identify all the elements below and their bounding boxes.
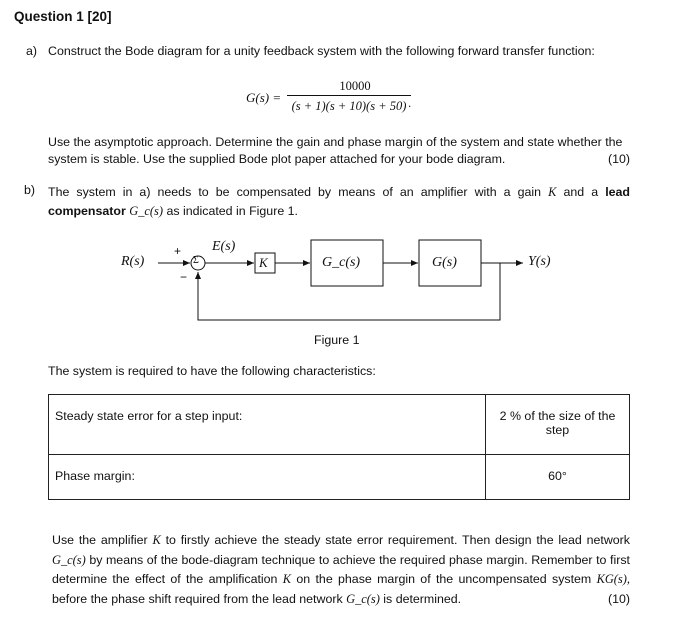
part-b-intro-mid: and a [563, 185, 599, 199]
final-text-2: to firstly achieve the steady state error requirement. Then design the lead network [165, 533, 631, 547]
characteristics-table [48, 394, 630, 500]
table-row [49, 455, 630, 500]
transfer-function-denominator: (s + 1)(s + 10)(s + 50) [291, 99, 407, 113]
part-b-label: b) [24, 183, 36, 197]
table-cell-label: Phase margin: [49, 455, 486, 500]
part-b-intro-after: as indicated in Figure 1. [166, 204, 298, 218]
transfer-function-period: . [408, 96, 412, 110]
figure-caption: Figure 1 [314, 333, 360, 347]
table-cell-value: 2 % of the size of the step [486, 395, 630, 455]
final-k: K [152, 533, 161, 547]
part-a-label: a) [26, 44, 38, 58]
transfer-function-lhs: G(s) = [246, 90, 282, 105]
part-a-intro: Construct the Bode diagram for a unity feedback system with the following forward transfer function: [48, 44, 595, 58]
minus-sign: − [180, 270, 188, 284]
amplifier-label: K [259, 255, 268, 270]
final-kg: KG(s), [596, 572, 630, 586]
gain-symbol: K [548, 185, 557, 199]
final-text-3: by means of the bode-diagram technique to achieve the required phase margin. Remember to first determine the effect of the amplification [52, 552, 630, 586]
compensator-symbol: G_c(s) [129, 204, 163, 218]
sigma-symbol: Σ [193, 255, 199, 266]
final-text-4: on the phase margin of the uncompensated system [296, 572, 592, 586]
final-text-5: before the phase shift required from the lead network [52, 591, 343, 606]
part-a-marks: (10) [607, 152, 630, 166]
plus-sign: + [174, 244, 182, 258]
final-instruction [52, 531, 630, 609]
final-gc2: G_c(s) [346, 591, 380, 606]
error-label: E(s) [212, 239, 236, 254]
input-label: R(s) [121, 254, 145, 269]
table-cell-value: 60° [486, 455, 630, 500]
question-title: Question 1 [20] [14, 9, 112, 24]
final-gc: G_c(s) [52, 552, 86, 567]
output-label: Y(s) [528, 254, 551, 269]
part-a-instruction-text: Use the asymptotic approach. Determine the gain and phase margin of the system and state whether the system is stable. Use the supplied Bode plot paper attached for your bode diagram. [48, 135, 623, 166]
part-b-marks: (10) [607, 591, 630, 606]
compensator-label: G_c(s) [322, 255, 361, 270]
lead-compensator-term: lead compensator [48, 185, 630, 218]
requirements-intro: The system is required to have the following characteristics: [48, 364, 376, 378]
final-text-1: Use the amplifier [52, 533, 148, 547]
table-cell-label: Steady state error for a step input: [49, 395, 486, 455]
plant-label: G(s) [432, 255, 457, 270]
part-b-intro-before: The system in a) needs to be compensated by means of an amplifier with a gain [48, 185, 542, 199]
transfer-function-numerator: 10000 [339, 79, 371, 93]
final-text-6: is determined. [383, 591, 462, 606]
feedback-path [198, 263, 500, 320]
table-row [49, 395, 630, 455]
final-k2: K [282, 572, 292, 586]
